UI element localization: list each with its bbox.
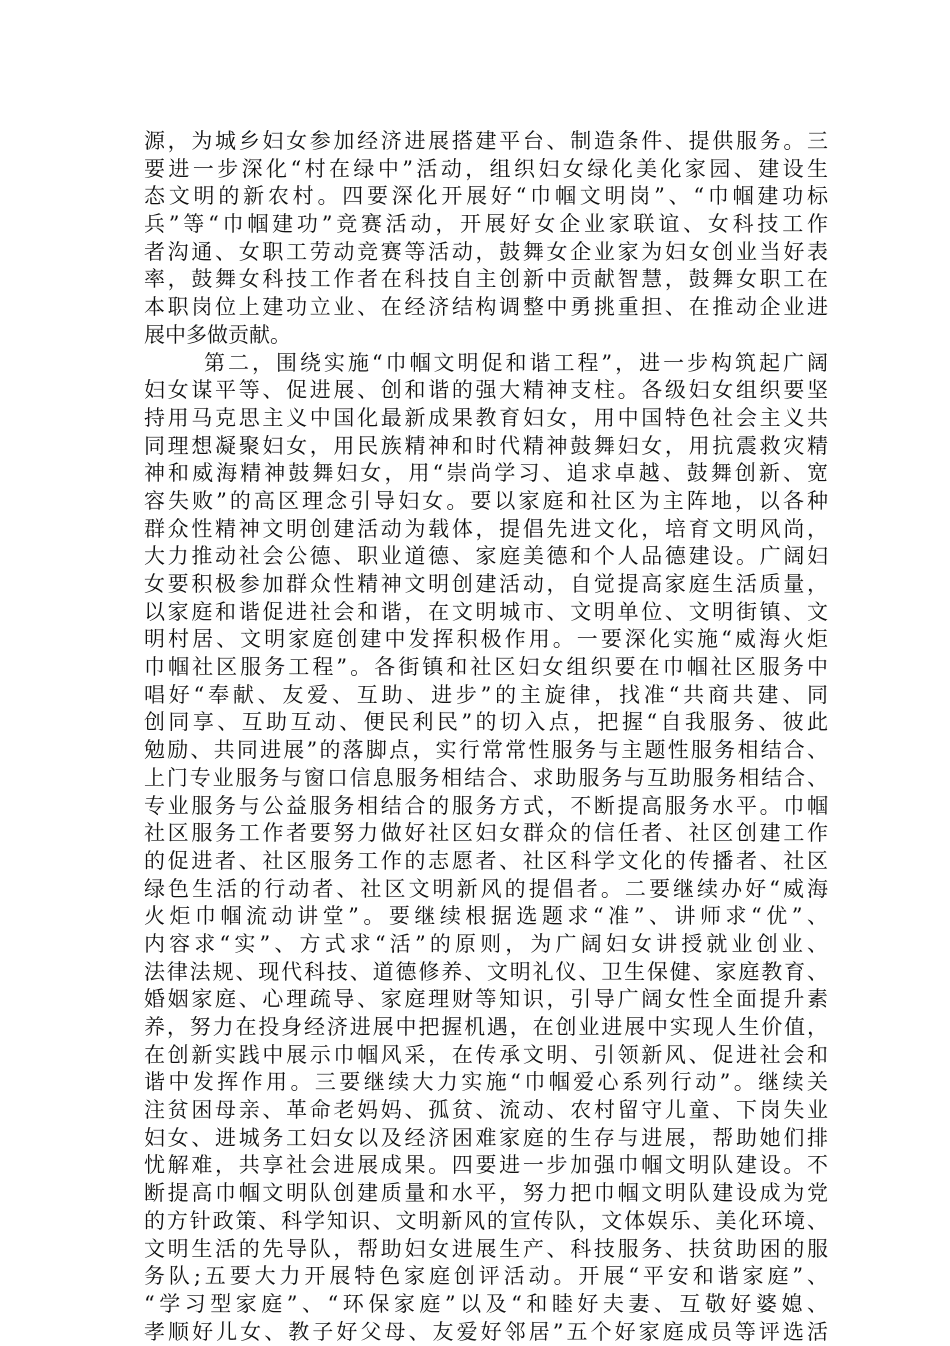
body-text — [144, 128, 828, 1346]
text-line: 法律法规、现代科技、道德修养、文明礼仪、卫生保健、家庭教育、 — [144, 959, 828, 984]
text-line: 社区服务工作者要努力做好社区妇女群众的信任者、社区创建工作 — [144, 821, 828, 846]
text-line: 创同享、互助互动、便民利民”的切入点，把握“自我服务、彼此 — [144, 710, 828, 735]
text-line: 文明生活的先导队，帮助妇女进展生产、科技服务、扶贫助困的服 — [144, 1236, 828, 1261]
text-line: 的方针政策、科学知识、文明新风的宣传队，文体娱乐、美化环境、 — [144, 1208, 828, 1233]
text-line: 本职岗位上建功立业、在经济结构调整中勇挑重担、在推动企业进 — [144, 295, 828, 320]
text-line: 巾帼社区服务工程”。各街镇和社区妇女组织要在巾帼社区服务中 — [144, 655, 828, 680]
text-line: 断提高巾帼文明队创建质量和水平，努力把巾帼文明队建设成为党 — [144, 1181, 828, 1206]
text-line: 容失败”的高区理念引导妇女。要以家庭和社区为主阵地，以各种 — [144, 488, 828, 513]
text-line: 态文明的新农村。四要深化开展好“巾帼文明岗”、“巾帼建功标 — [144, 184, 828, 209]
text-line: 婚姻家庭、心理疏导、家庭理财等知识，引导广阔女性全面提升素 — [144, 987, 828, 1012]
text-line: 要进一步深化“村在绿中”活动，组织妇女绿化美化家园、建设生 — [144, 156, 828, 181]
text-line: 勉励、共同进展”的落脚点，实行常常性服务与主题性服务相结合、 — [144, 738, 828, 763]
text-line: 上门专业服务与窗口信息服务相结合、求助服务与互助服务相结合、 — [144, 765, 828, 790]
text-line: 谐中发挥作用。三要继续大力实施“巾帼爱心系列行动”。继续关 — [144, 1070, 828, 1095]
text-line: 者沟通、女职工劳动竞赛等活动，鼓舞女企业家为妇女创业当好表 — [144, 239, 828, 264]
text-line: 火炬巾帼流动讲堂”。要继续根据选题求“准”、讲师求“优”、 — [144, 904, 828, 929]
paragraph-start-line: 第二，围绕实施“巾帼文明促和谐工程”，进一步构筑起广阔 — [204, 350, 828, 375]
text-line: 神和威海精神鼓舞妇女，用“崇尚学习、追求卓越、鼓舞创新、宽 — [144, 461, 828, 486]
text-line: 绿色生活的行动者、社区文明新风的提倡者。二要继续办好“威海 — [144, 876, 828, 901]
text-line: “学习型家庭”、“环保家庭”以及“和睦好夫妻、互敬好婆媳、 — [144, 1291, 828, 1316]
text-line: 兵”等“巾帼建功”竞赛活动，开展好女企业家联谊、女科技工作 — [144, 212, 828, 237]
text-line: 以家庭和谐促进社会和谐，在文明城市、文明单位、文明街镇、文 — [144, 599, 828, 624]
text-line: 务队;五要大力开展特色家庭创评活动。开展“平安和谐家庭”、 — [144, 1264, 828, 1289]
text-line: 在创新实践中展示巾帼风采，在传承文明、引领新风、促进社会和 — [144, 1042, 828, 1067]
text-line: 养，努力在投身经济进展中把握机遇，在创业进展中实现人生价值， — [144, 1015, 828, 1039]
text-line: 源，为城乡妇女参加经济进展搭建平台、制造条件、提供服务。三 — [144, 129, 828, 153]
text-line: 妇女、进城务工妇女以及经济困难家庭的生存与进展，帮助她们排 — [144, 1125, 828, 1150]
text-line: 妇女谋平等、促进展、创和谐的强大精神支柱。各级妇女组织要坚 — [144, 378, 828, 403]
text-line: 的促进者、社区服务工作的志愿者、社区科学文化的传播者、社区 — [144, 848, 828, 873]
text-line: 内容求“实”、方式求“活”的原则，为广阔妇女讲授就业创业、 — [144, 931, 828, 956]
text-line: 大力推动社会公德、职业道德、家庭美德和个人品德建设。广阔妇 — [144, 544, 828, 569]
text-line: 忧解难，共享社会进展成果。四要进一步加强巾帼文明队建设。不 — [144, 1153, 828, 1178]
text-line: 注贫困母亲、革命老妈妈、孤贫、流动、农村留守儿童、下岗失业 — [144, 1098, 828, 1123]
text-line: 同理想凝聚妇女，用民族精神和时代精神鼓舞妇女，用抗震救灾精 — [144, 433, 828, 458]
text-line: 专业服务与公益服务相结合的服务方式，不断提高服务水平。巾帼 — [144, 793, 828, 818]
paragraph-end-line: 展中多做贡献。 — [144, 322, 291, 347]
text-line: 孝顺好儿女、教子好父母、友爱好邻居”五个好家庭成员等评选活 — [144, 1319, 828, 1344]
text-line: 女要积极参加群众性精神文明创建活动，自觉提高家庭生活质量， — [144, 572, 828, 596]
text-line: 持用马克思主义中国化最新成果教育妇女，用中国特色社会主义共 — [144, 405, 828, 430]
text-line: 明村居、文明家庭创建中发挥积极作用。一要深化实施“威海火炬 — [144, 627, 828, 652]
text-line: 唱好“奉献、友爱、互助、进步”的主旋律，找准“共商共建、同 — [144, 682, 828, 707]
text-line: 率，鼓舞女科技工作者在科技自主创新中贡献智慧，鼓舞女职工在 — [144, 267, 828, 292]
text-line: 群众性精神文明创建活动为载体，提倡先进文化，培育文明风尚， — [144, 516, 828, 541]
